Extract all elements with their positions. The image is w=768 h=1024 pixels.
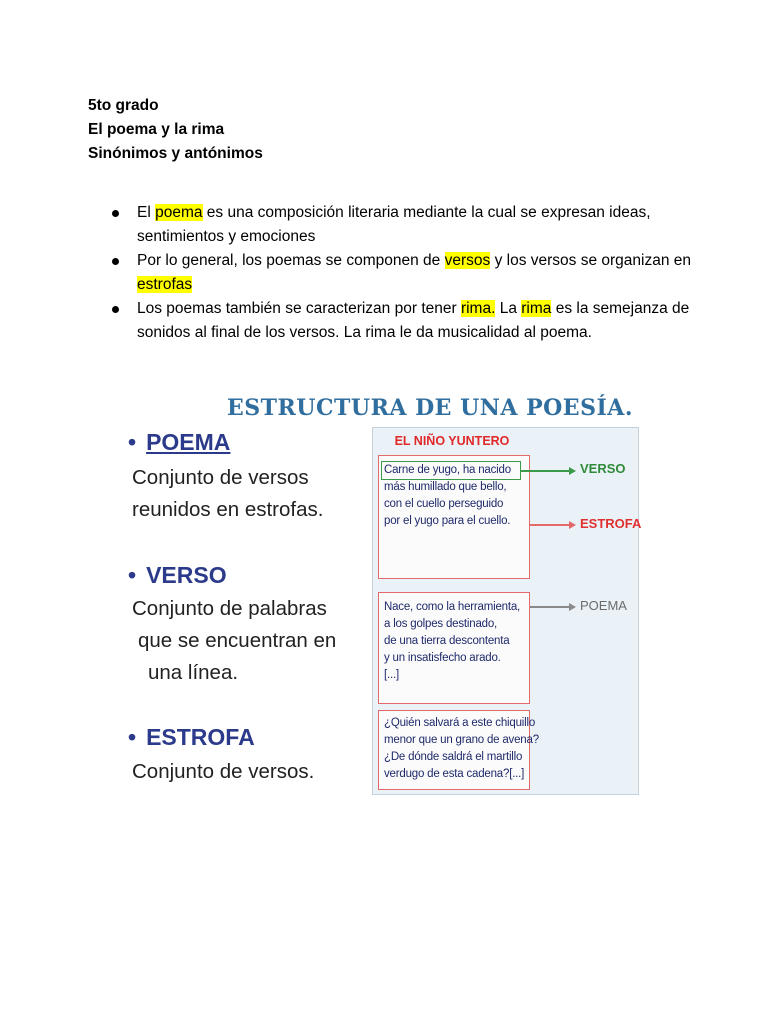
term-bullet-icon: •: [128, 429, 137, 455]
definition-line: Conjunto de versos: [132, 466, 309, 489]
poema-label: POEMA: [580, 598, 627, 613]
bullet-item: [112, 249, 692, 297]
poem-line: Nace, como la herramienta,: [384, 601, 521, 613]
subtopic-heading: Sinónimos y antónimos: [88, 145, 263, 162]
poem-panel: [372, 427, 642, 795]
term-bullet-icon: •: [128, 724, 137, 750]
bullet-item: [112, 297, 692, 345]
highlighted-word: versos: [444, 252, 491, 269]
term-bullet-icon: •: [128, 562, 137, 588]
definition-estrofa: [132, 756, 314, 788]
bullet-list: [112, 201, 692, 345]
verse-highlight-box: [381, 461, 521, 480]
verso-arrow-icon: [569, 467, 576, 475]
term-estrofa: [128, 724, 255, 751]
stanza-box: [378, 592, 530, 704]
estrofa-label: ESTROFA: [580, 516, 642, 531]
term-label: VERSO: [146, 562, 227, 588]
highlighted-word: rima.: [460, 300, 496, 317]
poem-line: a los golpes destinado,: [384, 618, 498, 630]
bullet-text: El: [137, 204, 156, 221]
poem-line: [...]: [384, 669, 399, 681]
definition-poema: [132, 462, 323, 526]
stanza-box: [378, 710, 539, 790]
poem-structure-figure: [120, 392, 640, 798]
term-verso: [128, 562, 227, 589]
definition-line: una línea.: [148, 661, 239, 684]
poema-connector: [530, 606, 570, 608]
definition-line: Conjunto de versos.: [132, 760, 315, 783]
definition-line: reunidos en estrofas.: [132, 498, 324, 521]
figure-title: ESTRUCTURA DE UNA POESÍA.: [227, 395, 633, 421]
definition-verso: [132, 593, 336, 689]
bullet-item: [112, 201, 692, 249]
poem-line: menor que un grano de avena?: [384, 734, 539, 746]
topic-heading: El poema y la rima: [88, 121, 225, 138]
poem-line: de una tierra descontenta: [384, 635, 510, 647]
bullet-text: es una composición literaria mediante la cual se expresan ideas, sentimientos y emociones: [137, 204, 651, 245]
verso-label: VERSO: [580, 461, 626, 476]
bullet-dot-icon: [112, 258, 119, 265]
poem-line: ¿Quién salvará a este chiquillo: [384, 717, 536, 729]
estrofa-arrow-icon: [569, 521, 576, 529]
term-label: POEMA: [146, 429, 231, 455]
bullet-dot-icon: [112, 306, 119, 313]
verso-connector: [520, 470, 570, 472]
definition-line: que se encuentran en: [138, 629, 337, 652]
definition-line: Conjunto de palabras: [132, 597, 327, 620]
estrofa-connector: [530, 524, 570, 526]
bullet-text: Los poemas también se caracterizan por tener: [137, 300, 461, 317]
poem-line: con el cuello perseguido: [384, 498, 504, 510]
poem-line: Carne de yugo, ha nacido: [384, 464, 511, 476]
document-header: [88, 94, 263, 166]
bullet-text: La: [495, 300, 522, 317]
highlighted-word: poema: [155, 204, 203, 221]
poem-title: EL NIÑO YUNTERO: [394, 434, 510, 448]
poema-arrow-icon: [569, 603, 576, 611]
highlighted-word: estrofas: [137, 276, 193, 293]
poem-line: más humillado que bello,: [384, 481, 507, 493]
poem-line: verdugo de esta cadena?[...]: [384, 768, 525, 780]
term-poema: [128, 429, 230, 456]
poem-line: ¿De dónde saldrá el martillo: [384, 751, 523, 763]
term-label: ESTROFA: [146, 724, 255, 750]
bullet-dot-icon: [112, 210, 119, 217]
bullet-text: y los versos se organizan en: [490, 252, 692, 269]
highlighted-word: rima: [521, 300, 552, 317]
poem-line: por el yugo para el cuello.: [384, 515, 511, 527]
bullet-text: es la semejanza de sonidos al final de los versos. La rima le da musicalidad al poema.: [137, 300, 690, 341]
grade-heading: 5to grado: [88, 97, 159, 114]
poem-line: y un insatisfecho arado.: [384, 652, 501, 664]
bullet-text: Por lo general, los poemas se componen de: [137, 252, 445, 269]
